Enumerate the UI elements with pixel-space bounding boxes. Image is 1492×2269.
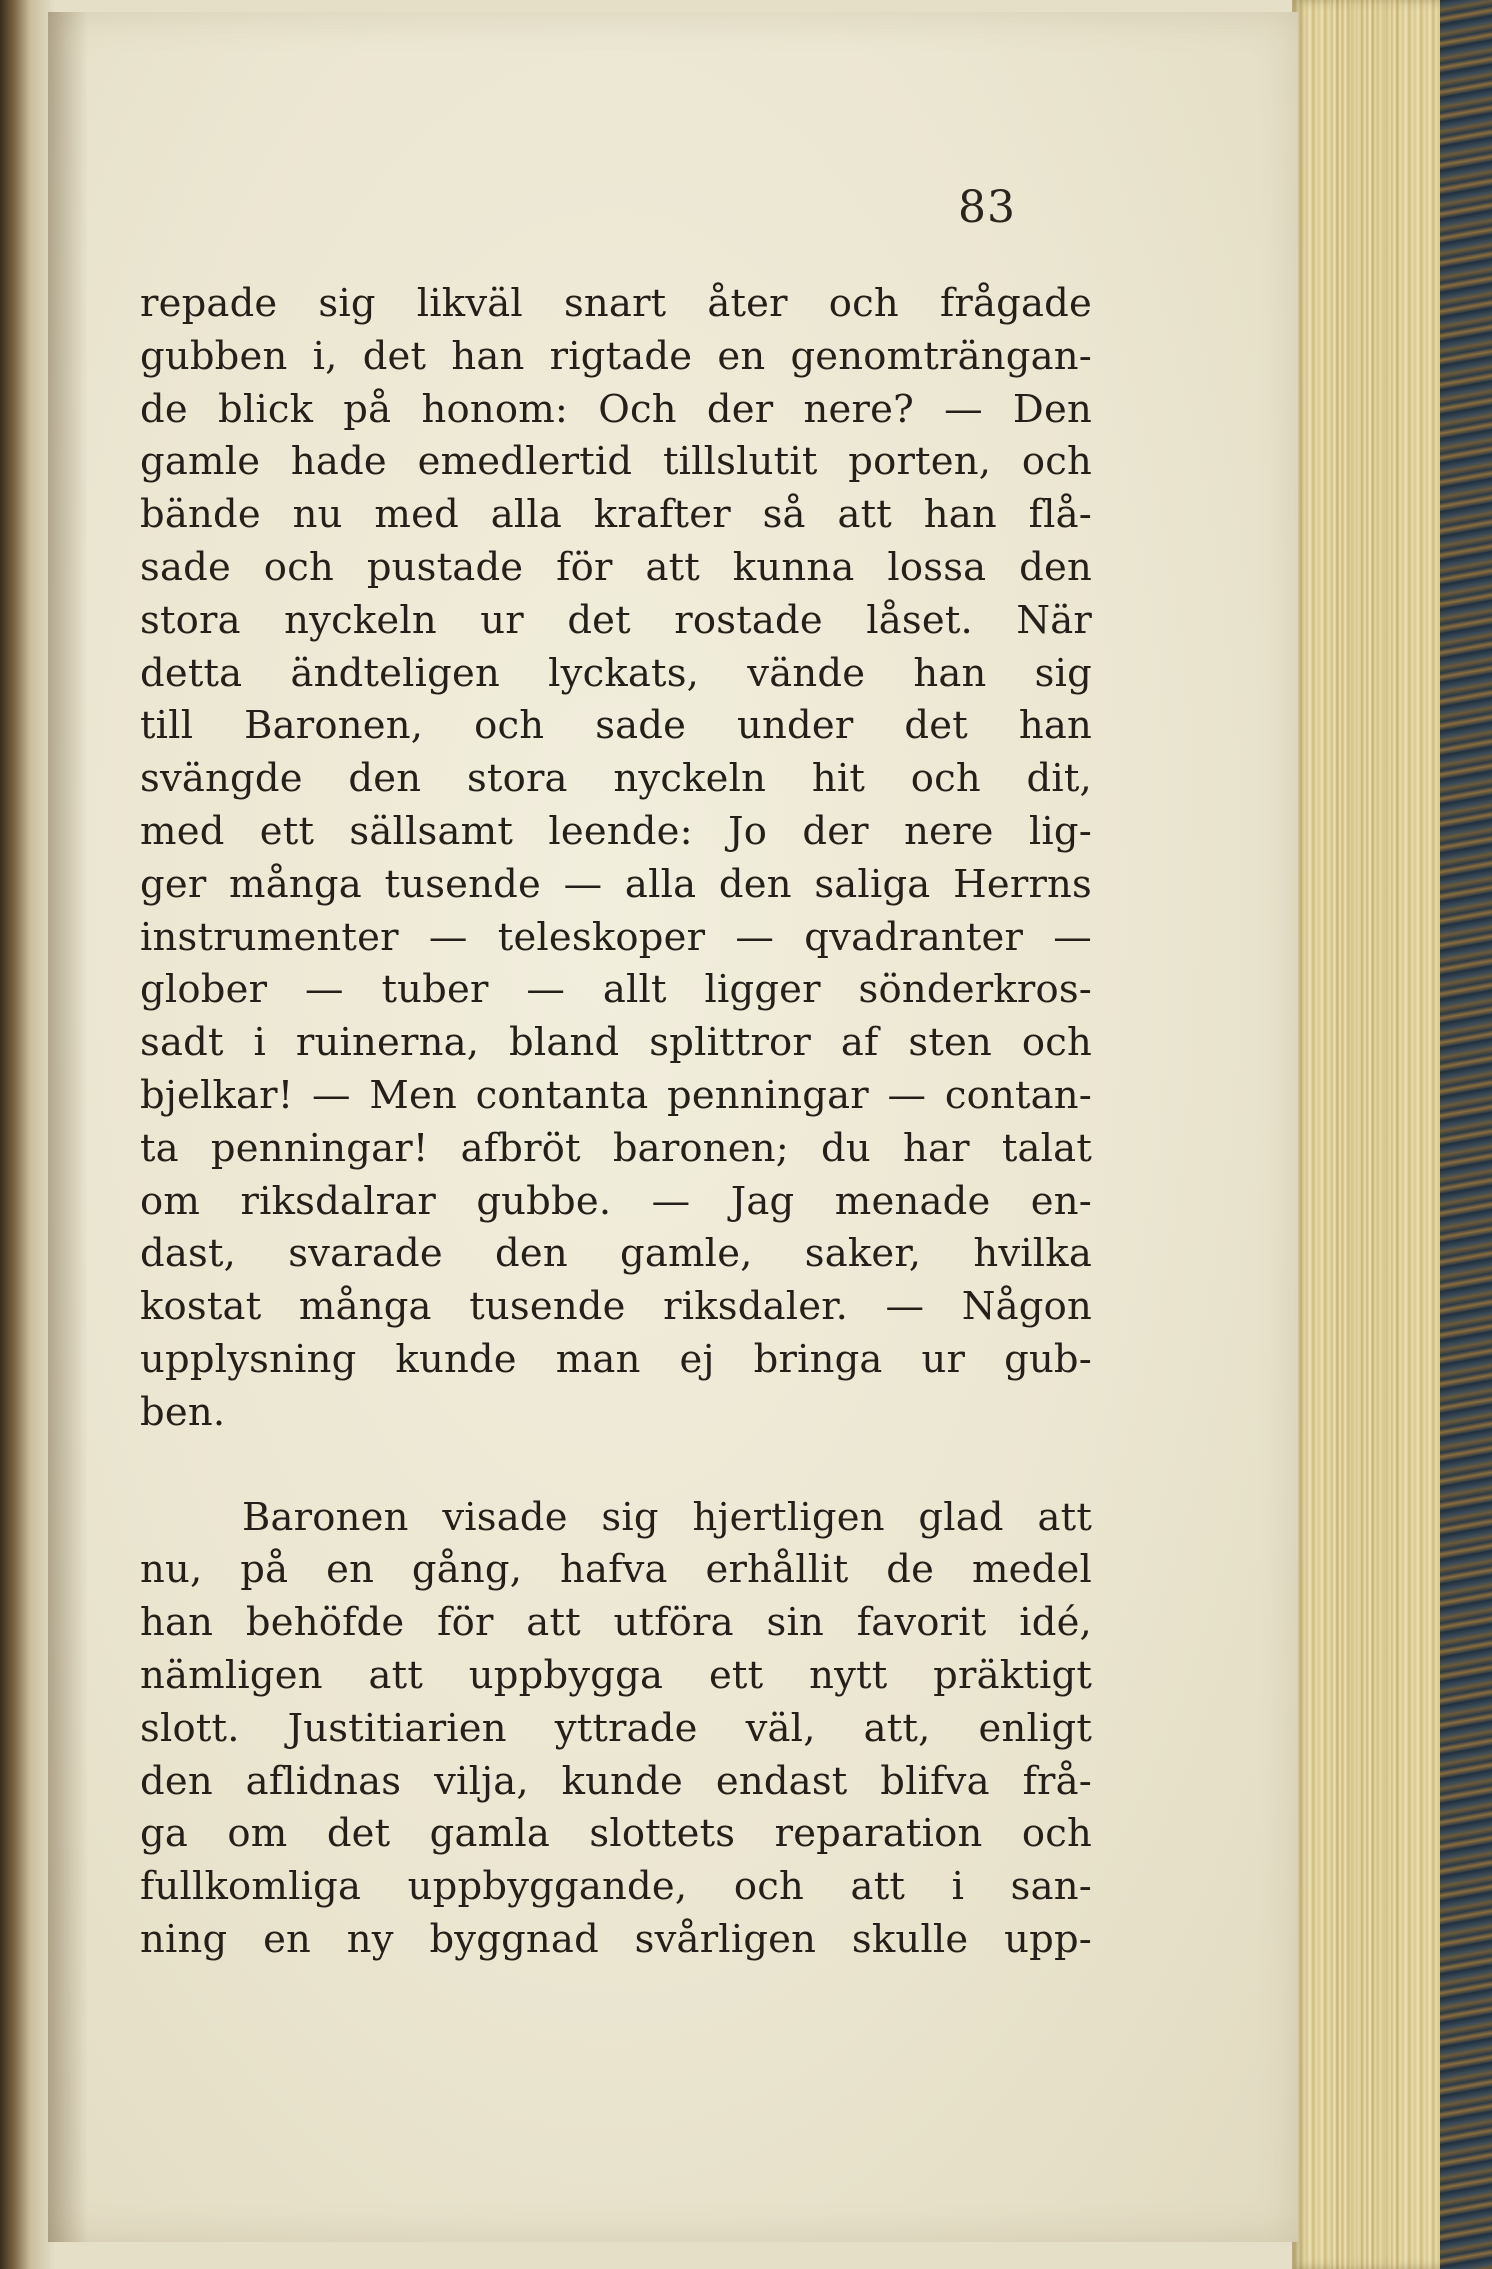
paragraph-2 bbox=[140, 1492, 1092, 1967]
page-edges-texture bbox=[1330, 0, 1400, 2269]
text-line: instrumenter — teleskoper — qvadranter — bbox=[140, 914, 1092, 960]
text-line: svängde den stora nyckeln hit och dit, bbox=[140, 756, 1092, 802]
text-line: fullkomliga uppbyggande, och att i san- bbox=[140, 1864, 1092, 1910]
text-line: glober — tuber — allt ligger sönderkros- bbox=[140, 967, 1092, 1013]
text-line: till Baronen, och sade under det han bbox=[140, 703, 1092, 749]
text-line: med ett sällsamt leende: Jo der nere lig- bbox=[140, 808, 1092, 854]
text-line: slott. Justitiarien yttrade väl, att, enligt bbox=[140, 1705, 1092, 1751]
text-line: han behöfde för att utföra sin favorit idé, bbox=[140, 1600, 1092, 1646]
text-line: bjelkar! — Men contanta penningar — contan- bbox=[140, 1072, 1092, 1118]
text-line: nämligen att uppbygga ett nytt präktigt bbox=[140, 1652, 1092, 1698]
text-block bbox=[140, 278, 1092, 1967]
text-line: ta penningar! afbröt baronen; du har talat bbox=[140, 1125, 1092, 1171]
text-line: ga om det gamla slottets reparation och bbox=[140, 1811, 1092, 1857]
text-line: ger många tusende — alla den saliga Herrns bbox=[140, 861, 1092, 907]
text-line: kostat många tusende riksdaler. — Någon bbox=[140, 1284, 1092, 1330]
text-line: nu, på en gång, hafva erhållit de medel bbox=[140, 1547, 1092, 1593]
text-line: de blick på honom: Och der nere? — Den bbox=[140, 386, 1092, 432]
text-line: upplysning kunde man ej bringa ur gub- bbox=[140, 1336, 1092, 1382]
text-line: stora nyckeln ur det rostade låset. När bbox=[140, 597, 1092, 643]
text-line: Baronen visade sig hjertligen glad att bbox=[242, 1494, 1092, 1540]
text-line: sadt i ruinerna, bland splittror af sten och bbox=[140, 1020, 1092, 1066]
page-gutter-shadow bbox=[48, 12, 88, 2242]
text-line: gubben i, det han rigtade en genomträngan- bbox=[140, 333, 1092, 379]
text-line: bände nu med alla krafter så att han flå- bbox=[140, 492, 1092, 538]
text-line: dast, svarade den gamle, saker, hvilka bbox=[140, 1231, 1092, 1277]
text-line: ben. bbox=[140, 1389, 226, 1435]
text-line: om riksdalrar gubbe. — Jag menade en- bbox=[140, 1178, 1092, 1224]
text-line: den aflidnas vilja, kunde endast blifva frå- bbox=[140, 1758, 1092, 1804]
paragraph-1 bbox=[140, 278, 1092, 1440]
text-line: ning en ny byggnad svårligen skulle upp- bbox=[140, 1916, 1092, 1962]
text-line: repade sig likväl snart åter och frågade bbox=[140, 281, 1092, 326]
page-number: 83 bbox=[958, 182, 1016, 233]
text-line: detta ändteligen lyckats, vände han sig bbox=[140, 650, 1092, 696]
book-cover-edge bbox=[1440, 0, 1492, 2269]
text-line: gamle hade emedlertid tillslutit porten, och bbox=[140, 439, 1092, 485]
text-line: sade och pustade för att kunna lossa den bbox=[140, 544, 1092, 590]
